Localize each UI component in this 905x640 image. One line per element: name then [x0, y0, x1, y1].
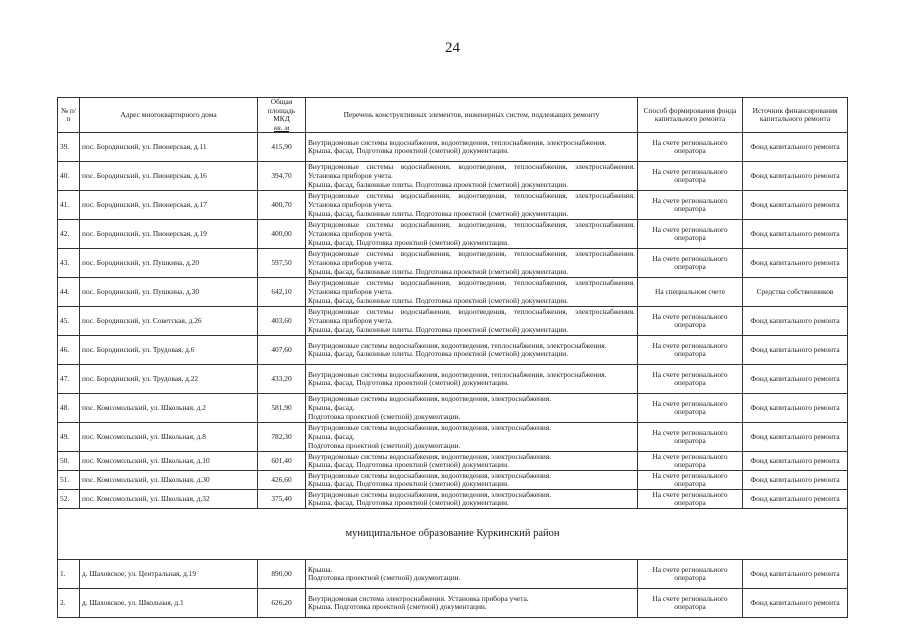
row-number: 52. — [58, 490, 80, 509]
row-fund-method: На счете регионального оператора — [638, 133, 743, 162]
row-finance-source: Фонд капитального ремонта — [743, 133, 848, 162]
header-way: Способ формирования фонда капитального ремонта — [638, 98, 743, 133]
row-address: пос. Бородинский, ул. Пушкина, д.30 — [80, 278, 258, 307]
row-fund-method: На счете регионального оператора — [638, 365, 743, 394]
table-row — [58, 589, 848, 618]
row-finance-source: Фонд капитального ремонта — [743, 471, 848, 490]
row-area: 394,70 — [258, 162, 306, 191]
element-line: Внутридомовые системы водоснабжения, водоотведения, теплоснабжения, электроснабжения. — [308, 369, 607, 379]
row-elements — [306, 133, 638, 162]
row-area: 890,00 — [258, 560, 306, 589]
row-elements — [306, 423, 638, 452]
row-area: 642,10 — [258, 278, 306, 307]
element-line: Внутридомовые системы водоснабжения, водоотведения, теплоснабжения, электроснабжения. Установка приборов учета. — [308, 191, 635, 210]
row-elements — [306, 490, 638, 509]
element-line: Крыша, фасад, балконные плиты. Подготовка проектной (сметной) документации. — [308, 179, 569, 189]
element-line: Подготовка проектной (сметной) документации. — [308, 411, 461, 421]
row-finance-source: Фонд капитального ремонта — [743, 490, 848, 509]
element-line: Внутридомовые системы водоснабжения, водоотведения, теплоснабжения, электроснабжения. Установка приборов учета. — [308, 307, 635, 326]
table-row — [58, 133, 848, 162]
table-row — [58, 365, 848, 394]
row-area: 400,00 — [258, 220, 306, 249]
element-line: Внутридомовые системы водоснабжения, водоотведения, теплоснабжения, электроснабжения. Установка приборов учета. — [308, 220, 635, 239]
table-row — [58, 452, 848, 471]
row-finance-source: Фонд капитального ремонта — [743, 220, 848, 249]
element-line: Внутридомовые системы водоснабжения, водоотведения, теплоснабжения, электроснабжения. — [308, 137, 607, 147]
row-elements — [306, 589, 638, 618]
page-number: 24 — [445, 40, 460, 56]
table-row — [58, 423, 848, 452]
element-line: Внутридомовые системы водоснабжения, водоотведения, теплоснабжения, электроснабжения. Установка приборов учета. — [308, 162, 635, 181]
row-area: 597,50 — [258, 249, 306, 278]
row-fund-method: На счете регионального оператора — [638, 560, 743, 589]
row-finance-source: Фонд капитального ремонта — [743, 589, 848, 618]
row-elements — [306, 278, 638, 307]
row-address: пос. Бородинский, ул. Трудовая, д.6 — [80, 336, 258, 365]
element-line: Внутридомовые системы водоснабжения, водоотведения, электроснабжения. — [308, 489, 552, 499]
header-source: Источник финансирования капитального ремонта — [743, 98, 848, 133]
row-fund-method: На счете регионального оператора — [638, 452, 743, 471]
element-line: Подготовка проектной (сметной) документации. — [308, 440, 461, 450]
table-row — [58, 278, 848, 307]
row-number: 50. — [58, 452, 80, 471]
row-address: д. Шаховское, ул. Центральная, д.19 — [80, 560, 258, 589]
row-elements — [306, 307, 638, 336]
row-number: 1. — [58, 560, 80, 589]
header-num: № п/п — [58, 98, 80, 133]
row-fund-method: На счете регионального оператора — [638, 490, 743, 509]
row-address: пос. Бородинский, ул. Пионерская, д.16 — [80, 162, 258, 191]
table-row — [58, 490, 848, 509]
table-row — [58, 560, 848, 589]
row-finance-source: Средства собственников — [743, 278, 848, 307]
element-line: Внутридомовые системы водоснабжения, водоотведения, теплоснабжения, электроснабжения. — [308, 340, 607, 350]
row-number: 49. — [58, 423, 80, 452]
row-fund-method: На счете регионального оператора — [638, 307, 743, 336]
row-number: 47. — [58, 365, 80, 394]
row-elements — [306, 191, 638, 220]
row-address: пос. Комсомольский, ул. Школьная, д.8 — [80, 423, 258, 452]
row-address: пос. Бородинский, ул. Трудовая, д.22 — [80, 365, 258, 394]
section-title: муниципальное образование Куркинский район — [58, 509, 848, 560]
row-area: 426,60 — [258, 471, 306, 490]
row-area: 601,40 — [258, 452, 306, 471]
row-finance-source: Фонд капитального ремонта — [743, 249, 848, 278]
row-number: 41. — [58, 191, 80, 220]
row-finance-source: Фонд капитального ремонта — [743, 452, 848, 471]
element-line: Крыша, фасад, балконные плиты. Подготовка проектной (сметной) документации. — [308, 266, 569, 276]
row-elements — [306, 394, 638, 423]
row-fund-method: На счете регионального оператора — [638, 423, 743, 452]
table-row — [58, 471, 848, 490]
element-line: Внутридомовые системы водоснабжения, водоотведения, электроснабжения. — [308, 394, 552, 404]
header-area — [258, 98, 306, 133]
row-area: 581,90 — [258, 394, 306, 423]
table-row — [58, 162, 848, 191]
row-finance-source: Фонд капитального ремонта — [743, 191, 848, 220]
row-elements — [306, 365, 638, 394]
element-line: Внутридомовые системы водоснабжения, водоотведения, теплоснабжения, электроснабжения. Установка приборов учета. — [308, 278, 635, 297]
section-row — [58, 509, 848, 560]
row-finance-source: Фонд капитального ремонта — [743, 560, 848, 589]
element-line: Крыша, фасад. Подготовка проектной (сметной) документации. — [308, 146, 509, 156]
row-address: пос. Комсомольский, ул. Школьная, д.32 — [80, 490, 258, 509]
element-line: Крыша, фасад. Подготовка проектной (сметной) документации. — [308, 237, 509, 247]
row-area: 400,70 — [258, 191, 306, 220]
element-line: Крыша, фасад. Подготовка проектной (сметной) документации. — [308, 498, 509, 508]
table-row — [58, 191, 848, 220]
element-line: Крыша, фасад, балконные плиты. Подготовка проектной (сметной) документации. — [308, 295, 569, 305]
element-line: Крыша, фасад. — [308, 432, 355, 442]
element-line: Внутридомовая система электроснабжения. Установка прибора учета. — [308, 593, 529, 603]
header-area-label: Общая площадь МКД — [267, 97, 296, 124]
row-area: 407,60 — [258, 336, 306, 365]
header-elements: Перечень конструктивных элементов, инженерных систем, подлежащих ремонту — [306, 98, 638, 133]
row-fund-method: На специальном счете — [638, 278, 743, 307]
element-line: Крыша, фасад, балконные плиты. Подготовка проектной (сметной) документации. — [308, 324, 569, 334]
element-line: Крыша, фасад. — [308, 403, 355, 413]
row-address: пос. Бородинский, ул. Советская, д.26 — [80, 307, 258, 336]
row-number: 48. — [58, 394, 80, 423]
table-header-row — [58, 98, 848, 133]
table-row — [58, 336, 848, 365]
element-line: Крыша, фасад. Подготовка проектной (сметной) документации. — [308, 460, 509, 470]
row-area: 403,60 — [258, 307, 306, 336]
header-area-unit: кв. м — [273, 122, 290, 132]
element-line: Крыша, фасад. Подготовка проектной (сметной) документации. — [308, 479, 509, 489]
element-line: Крыша, фасад, балконные плиты. Подготовка проектной (сметной) документации. — [308, 208, 569, 218]
row-finance-source: Фонд капитального ремонта — [743, 162, 848, 191]
row-fund-method: На счете регионального оператора — [638, 220, 743, 249]
row-number: 42. — [58, 220, 80, 249]
row-finance-source: Фонд капитального ремонта — [743, 307, 848, 336]
row-elements — [306, 249, 638, 278]
row-fund-method: На счете регионального оператора — [638, 336, 743, 365]
table-row — [58, 307, 848, 336]
row-finance-source: Фонд капитального ремонта — [743, 336, 848, 365]
row-elements — [306, 560, 638, 589]
row-address: пос. Комсомольский, ул. Школьная, д.10 — [80, 452, 258, 471]
row-elements — [306, 452, 638, 471]
row-elements — [306, 336, 638, 365]
table-row — [58, 394, 848, 423]
row-fund-method: На счете регионального оператора — [638, 191, 743, 220]
row-address: пос. Бородинский, ул. Пионерская, д.17 — [80, 191, 258, 220]
row-address: пос. Комсомольский, ул. Школьная, д.30 — [80, 471, 258, 490]
row-elements — [306, 162, 638, 191]
row-address: д. Шаховское, ул. Школьная, д.1 — [80, 589, 258, 618]
row-number: 40. — [58, 162, 80, 191]
element-line: Крыша, фасад. Подготовка проектной (сметной) документации. — [308, 378, 509, 388]
row-fund-method: На счете регионального оператора — [638, 249, 743, 278]
element-line: Крыша. Подготовка проектной (сметной) документации. — [308, 602, 487, 612]
row-address: пос. Бородинский, ул. Пионерская, д.19 — [80, 220, 258, 249]
row-fund-method: На счете регионального оператора — [638, 162, 743, 191]
row-fund-method: На счете регионального оператора — [638, 394, 743, 423]
row-number: 44. — [58, 278, 80, 307]
row-number: 2. — [58, 589, 80, 618]
row-fund-method: На счете регионального оператора — [638, 471, 743, 490]
row-address: пос. Бородинский, ул. Пионерская, д.11 — [80, 133, 258, 162]
row-finance-source: Фонд капитального ремонта — [743, 365, 848, 394]
header-address: Адрес многоквартирного дома — [80, 98, 258, 133]
repair-register-table — [57, 97, 848, 618]
element-line: Внутридомовые системы водоснабжения, водоотведения, теплоснабжения, электроснабжения. Установка приборов учета. — [308, 249, 635, 268]
element-line: Подготовка проектной (сметной) документации. — [308, 573, 461, 583]
element-line: Крыша. — [308, 564, 333, 574]
row-number: 46. — [58, 336, 80, 365]
element-line: Крыша, фасад, балконные плиты. Подготовка проектной (сметной) документации. — [308, 349, 569, 359]
row-number: 43. — [58, 249, 80, 278]
element-line: Внутридомовые системы водоснабжения, водоотведения, электроснабжения. — [308, 423, 552, 433]
row-area: 415,90 — [258, 133, 306, 162]
row-number: 39. — [58, 133, 80, 162]
element-line: Внутридомовые системы водоснабжения, водоотведения, электроснабжения. — [308, 470, 552, 480]
element-line: Внутридомовые системы водоснабжения, водоотведения, электроснабжения. — [308, 451, 552, 461]
row-number: 45. — [58, 307, 80, 336]
row-area: 433,20 — [258, 365, 306, 394]
row-finance-source: Фонд капитального ремонта — [743, 423, 848, 452]
row-area: 626,20 — [258, 589, 306, 618]
row-area: 375,40 — [258, 490, 306, 509]
row-fund-method: На счете регионального оператора — [638, 589, 743, 618]
table-row — [58, 249, 848, 278]
table-row — [58, 220, 848, 249]
row-finance-source: Фонд капитального ремонта — [743, 394, 848, 423]
row-elements — [306, 471, 638, 490]
row-elements — [306, 220, 638, 249]
row-address: пос. Комсомольский, ул. Школьная, д.2 — [80, 394, 258, 423]
row-number: 51. — [58, 471, 80, 490]
row-address: пос. Бородинский, ул. Пушкина, д.20 — [80, 249, 258, 278]
row-area: 782,30 — [258, 423, 306, 452]
